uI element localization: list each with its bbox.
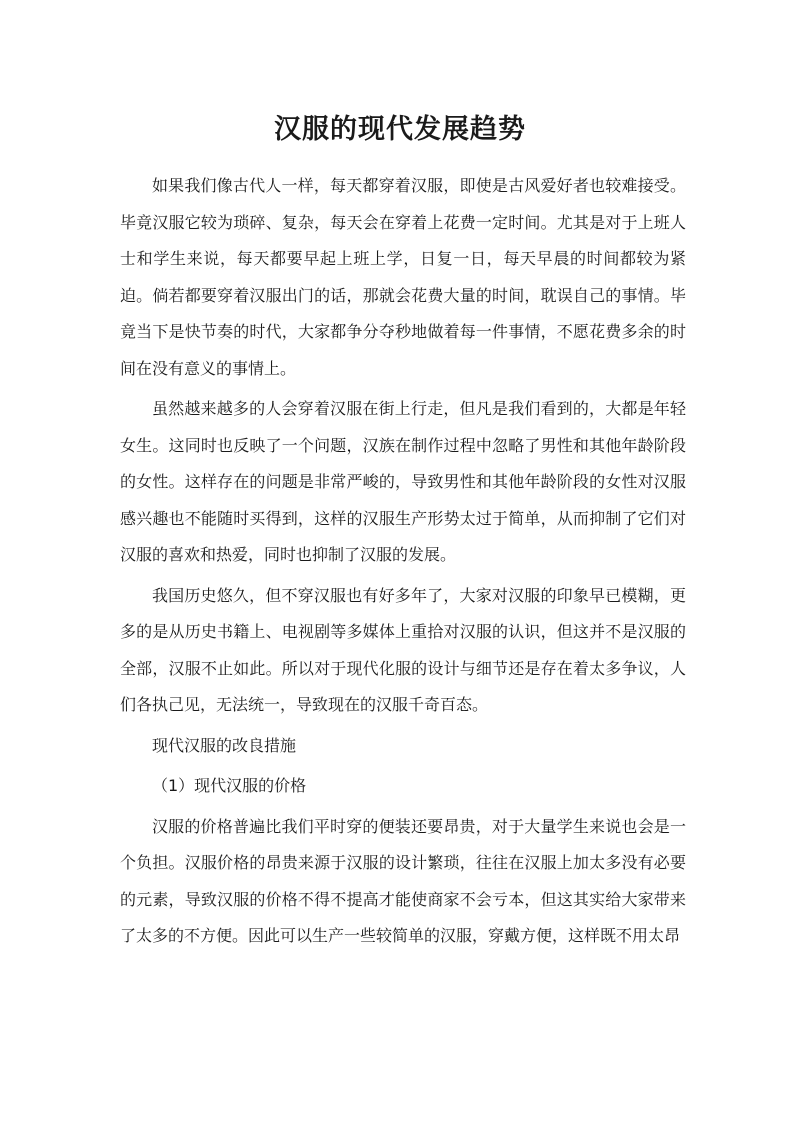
paragraph-1: 如果我们像古代人一样，每天都穿着汉服，即使是古风爱好者也较难接受。毕竟汉服它较为琐碎、复杂，每天会在穿着上花费一定时间。尤其是对于上班人士和学生来说，每天都要早起上班上学，日复一日，每天早晨的时间都较为紧迫。倘若都要穿着汉服出门的话，那就会花费大量的时间，耽误自己的事情。毕竟当下是快节奏的时代，大家都争分夺秒地做着每一件事情，不愿花费多余的时间在没有意义的事情上。 [120, 176, 686, 378]
subsection-heading: （1）现代汉服的价格 [152, 776, 307, 795]
section-heading: 现代汉服的改良措施 [152, 735, 297, 755]
document-body [120, 168, 686, 955]
paragraph-2: 虽然越来越多的人会穿着汉服在街上行走，但凡是我们看到的，大都是年轻女生。这同时也反映了一个问题，汉族在制作过程中忽略了男性和其他年龄阶段的女性。这样存在的问题是非常严峻的，导致男性和其他年龄阶段的女性对汉服感兴趣也不能随时买得到，这样的汉服生产形势太过于简单，从而抑制了它们对汉服的喜欢和热爱，同时也抑制了汉服的发展。 [120, 399, 686, 564]
paragraph-3: 我国历史悠久，但不穿汉服也有好多年了，大家对汉服的印象早已模糊，更多的是从历史书籍上、电视剧等多媒体上重拾对汉服的认识，但这并不是汉服的全部，汉服不止如此。所以对于现代化服的设计与细节还是存在着太多争议，人们各执己见，无法统一，导致现在的汉服千奇百态。 [120, 585, 686, 714]
paragraph-4: 汉服的价格普遍比我们平时穿的便装还要昂贵，对于大量学生来说也会是一个负担。汉服价格的昂贵来源于汉服的设计繁琐，往往在汉服上加太多没有必要的元素，导致汉服的价格不得不提高才能使商家不会亏本，但这其实给大家带来了太多的不方便。因此可以生产一些较简单的汉服，穿戴方便，这样既不用太昂 [120, 816, 686, 945]
document-title: 汉服的现代发展趋势 [274, 114, 526, 145]
